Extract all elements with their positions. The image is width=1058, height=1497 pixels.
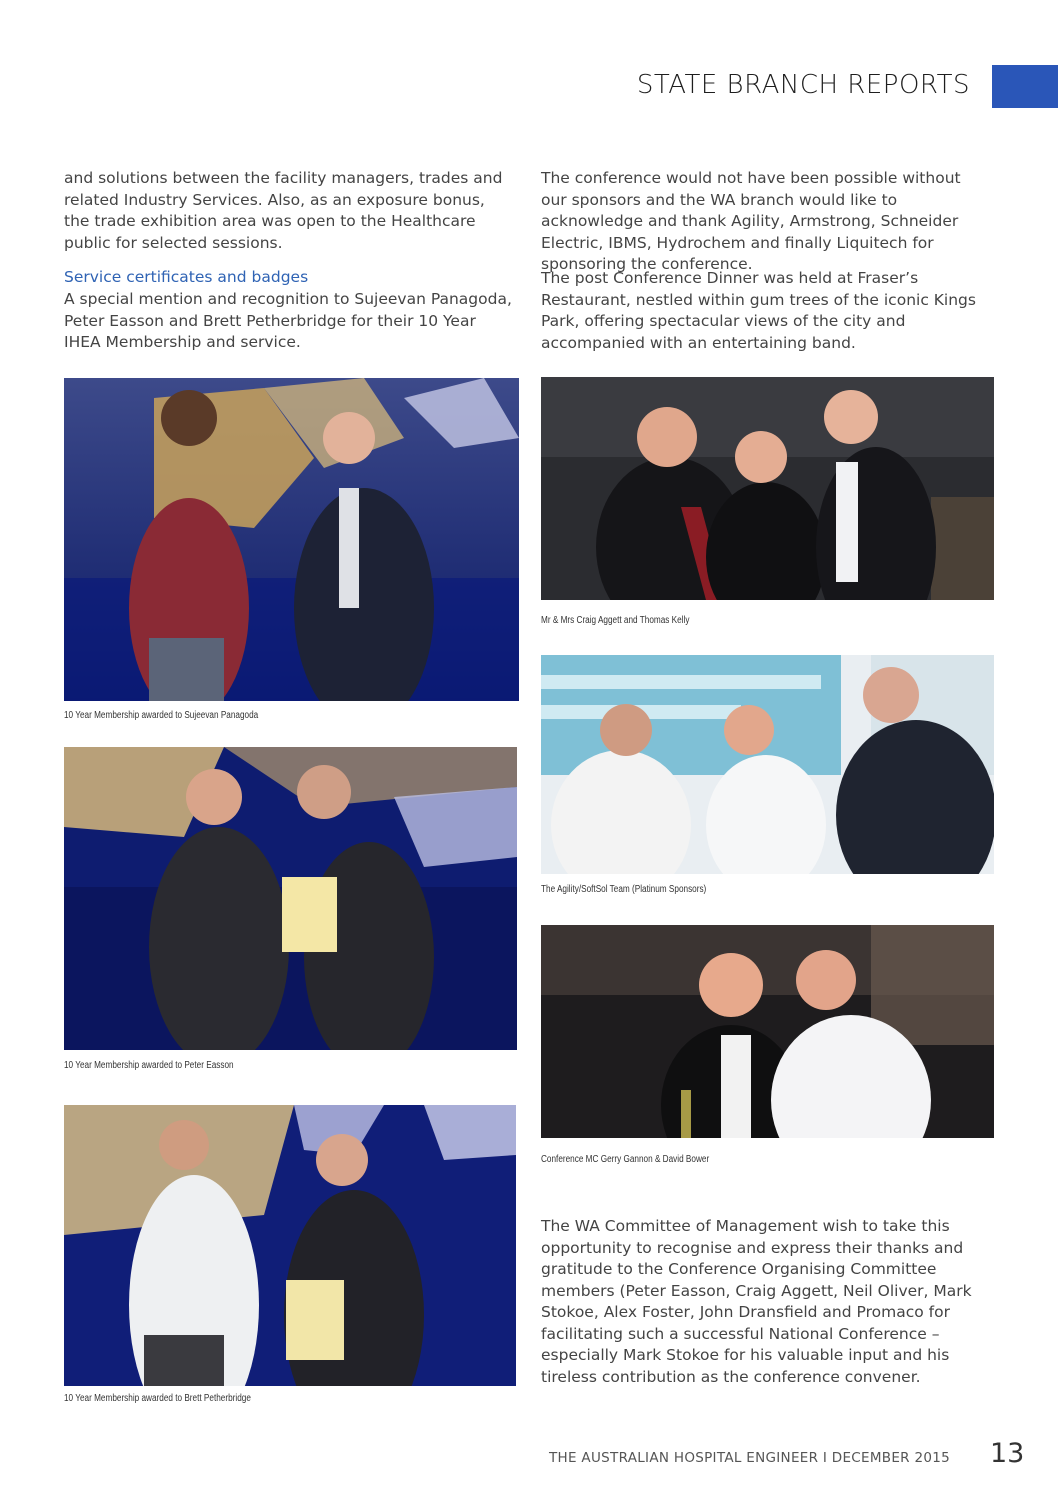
section-color-tab [992,65,1058,108]
caption-photo-5: The Agility/SoftSol Team (Platinum Sponsors) [541,884,707,895]
mention-paragraph: A special mention and recognition to Sujeevan Panagoda, Peter Easson and Brett Petherbridge for their 10 Year IHEA Membership and service. [64,290,512,351]
photo-agility-softsol-team [541,655,994,874]
dinner-paragraph: The post Conference Dinner was held at Fraser’s Restaurant, nestled within gum trees of the iconic Kings Park, offering spectacular views of the city and accompanied with an entertaining band. [541,269,976,352]
caption-photo-3: 10 Year Membership awarded to Brett Petherbridge [64,1393,251,1404]
photo-peter-easson [64,747,517,1050]
photo-brett-petherbridge [64,1105,516,1386]
publication-footer: THE AUSTRALIAN HOSPITAL ENGINEER I DECEMBER 2015 [549,1450,950,1466]
sponsors-paragraph: The conference would not have been possible without our sponsors and the WA branch would like to acknowledge and thank Agility, Armstrong, Schneider Electric, IBMS, Hydrochem and finally Liquitech for sponsoring the conference. [541,169,961,273]
caption-photo-4: Mr & Mrs Craig Aggett and Thomas Kelly [541,615,690,626]
intro-paragraph: and solutions between the facility managers, trades and related Industry Services. Also, as an exposure bonus, the trade exhibition area was open to the Healthcare public for selected sessions. [64,169,503,252]
section-title: STATE BRANCH REPORTS [636,70,970,100]
caption-photo-1: 10 Year Membership awarded to Sujeevan Panagoda [64,710,259,721]
page-number: 13 [990,1438,1025,1469]
photo-gannon-bower [541,925,994,1138]
subheading-service-certificates: Service certificates and badges [64,268,309,286]
photo-sujeevan-panagoda [64,378,519,701]
closing-paragraph: The WA Committee of Management wish to take this opportunity to recognise and express their thanks and gratitude to the Conference Organising Committee members (Peter Easson, Craig Aggett, Neil Oliver, Mark Stokoe, Alex Foster, John Dransfield and Promaco for facilitating such a successful National Conference – especially Mark Stokoe for his valuable input and his tireless contribution as the conference convener. [541,1217,972,1386]
photo-aggett-kelly [541,377,994,600]
caption-photo-6: Conference MC Gerry Gannon & David Bower [541,1154,710,1165]
caption-photo-2: 10 Year Membership awarded to Peter Easson [64,1060,234,1071]
